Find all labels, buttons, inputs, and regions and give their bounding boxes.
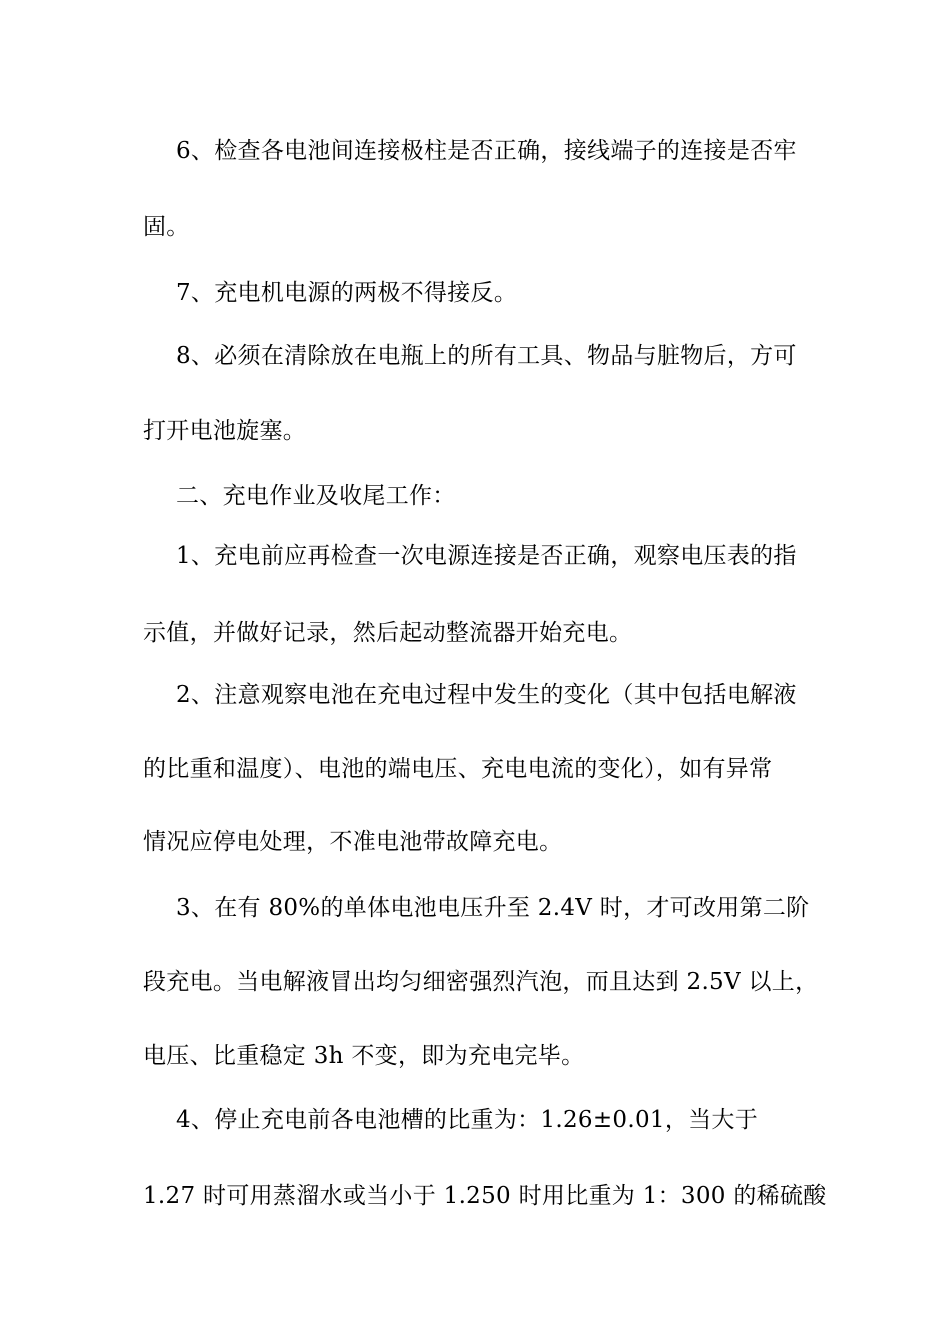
paragraph-line: 1.27 时可用蒸溜水或当小于 1.250 时用比重为 1：300 的稀硫酸 <box>143 1183 827 1209</box>
paragraph-line: 6、检查各电池间连接极柱是否正确，接线端子的连接是否牢 <box>176 138 797 164</box>
paragraph-line: 4、停止充电前各电池槽的比重为：1.26±0.01，当大于 <box>176 1107 759 1133</box>
paragraph-line: 情况应停电处理，不准电池带故障充电。 <box>143 829 563 855</box>
paragraph-line: 固。 <box>143 214 190 240</box>
paragraph-line: 电压、比重稳定 3h 不变，即为充电完毕。 <box>143 1043 585 1069</box>
paragraph-line: 段充电。当电解液冒出均匀细密强烈汽泡，而且达到 2.5V 以上， <box>143 969 819 995</box>
paragraph-line: 8、必须在清除放在电瓶上的所有工具、物品与脏物后，方可 <box>176 343 797 369</box>
paragraph-line: 3、在有 80%的单体电池电压升至 2.4V 时，才可改用第二阶 <box>176 895 810 921</box>
paragraph-line: 7、充电机电源的两极不得接反。 <box>176 280 518 306</box>
paragraph-line: 2、注意观察电池在充电过程中发生的变化（其中包括电解液 <box>176 682 797 708</box>
paragraph-line: 打开电池旋塞。 <box>143 418 307 444</box>
section-heading: 二、充电作业及收尾工作： <box>176 483 456 509</box>
paragraph-line: 1、充电前应再检查一次电源连接是否正确，观察电压表的指 <box>176 543 797 569</box>
paragraph-line: 示值，并做好记录，然后起动整流器开始充电。 <box>143 620 633 646</box>
paragraph-line: 的比重和温度）、电池的端电压、充电电流的变化），如有异常 <box>143 756 773 782</box>
